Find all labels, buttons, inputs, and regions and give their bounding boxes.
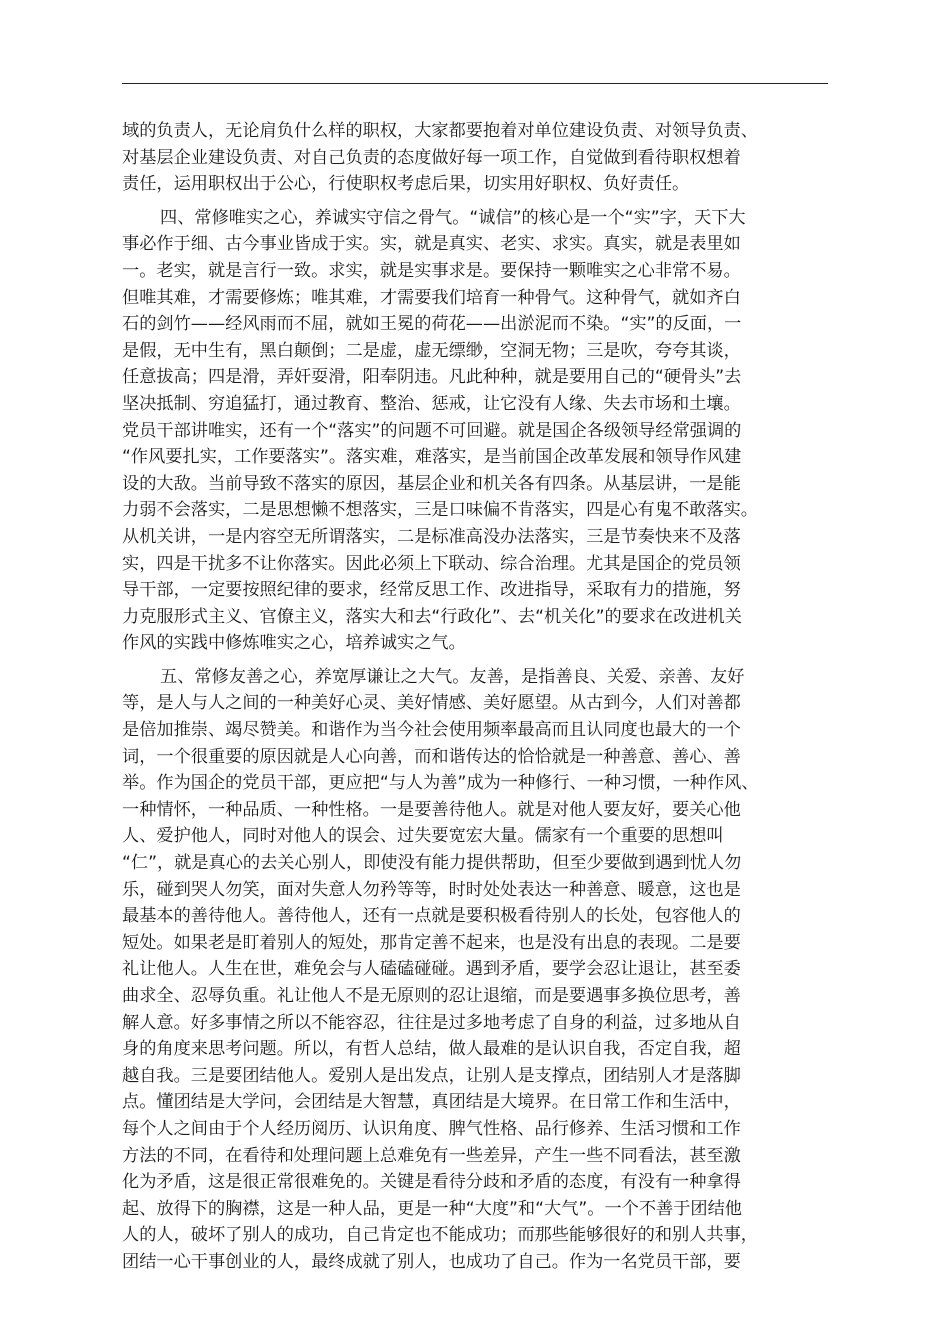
text-line: 四、常修唯实之心，养诚实守信之骨气。“诚信”的核心是一个“实”字，天下大 (160, 207, 746, 228)
paragraph-spacer (122, 657, 832, 664)
text-line: 石的剑竹——经风雨而不屈，就如王冕的荷花——出淤泥而不染。“实”的反面，一 (122, 314, 742, 335)
text-line: 是假，无中生有，黑白颠倒；二是虚，虚无缥缈，空洞无物；三是吹，夸夸其谈， (122, 340, 741, 361)
text-line: 对基层企业建设负责、对自己负责的态度做好每一项工作，自觉做到看待职权想着 (122, 147, 741, 168)
text-line: 点。懂团结是大学问，会团结是大智慧，真团结是大境界。在日常工作和生活中， (122, 1092, 741, 1113)
text-line: 力弱不会落实，二是思想懒不想落实，三是口味偏不肯落实，四是心有鬼不敢落实。 (122, 500, 758, 521)
text-line: 党员干部讲唯实，还有一个“落实”的问题不可回避。就是国企各级领导经常强调的 (122, 420, 742, 441)
text-line: 最基本的善待他人。善待他人，还有一点就是要积极看待别人的长处，包容他人的 (122, 906, 741, 927)
text-line: 举。作为国企的党员干部，更应把“与人为善”成为一种修行、一种习惯，一种作风、 (122, 773, 759, 794)
text-line: 等，是人与人之间的一种美好心灵、美好情感、美好愿望。从古到今，人们对善都 (122, 693, 741, 714)
text-line: 曲求全、忍辱负重。礼让他人不是无原则的忍让退缩，而是要遇事多换位思考，善 (122, 986, 741, 1006)
text-line: “仁”，就是真心的去关心别人，即使没有能力提供帮助，但至少要做到遇到忧人勿 (122, 853, 742, 874)
text-line: 导干部，一定要按照纪律的要求，经常反思工作、改进指导，采取有力的措施，努 (122, 580, 741, 601)
text-line: 起、放得下的胸襟，这是一种人品，更是一种“大度”和“大气”。一个不善于团结他 (122, 1198, 742, 1219)
text-line: 化为矛盾，这是很正常很难免的。关键是看待分歧和矛盾的态度，有没有一种拿得 (122, 1172, 741, 1193)
text-line: 域的负责人，无论肩负什么样的职权，大家都要抱着对单位建设负责、对领导负责、 (122, 121, 758, 141)
paragraph-continuation (122, 118, 832, 198)
text-line: 方法的不同，在看待和处理问题上总难免有一些差异，产生一些不同看法，甚至激 (122, 1145, 741, 1166)
text-line: 一。老实，就是言行一致。求实，就是实事求是。要保持一颗唯实之心非常不易。 (122, 260, 741, 281)
text-line: 团结一心干事创业的人，最终成就了别人，也成功了自己。作为一名党员干部，要 (122, 1251, 741, 1272)
text-line: 解人意。好多事情之所以不能容忍，往往是过多地考虑了自身的利益，过多地从自 (122, 1012, 741, 1033)
text-line: 作风的实践中修炼唯实之心，培养诚实之气。 (122, 633, 466, 654)
text-line: 每个人之间由于个人经历阅历、认识角度、脾气性格、品行修养、生活习惯和工作 (122, 1118, 741, 1139)
text-line: 一种情怀，一种品质、一种性格。一是要善待他人。就是对他人要友好，要关心他 (122, 799, 741, 820)
paragraph-spacer (122, 198, 832, 205)
text-line: 乐，碰到哭人勿笑，面对失意人勿矜等等，时时处处表达一种善意、暖意，这也是 (122, 879, 741, 900)
text-line: 责任，运用职权出于公心，行使职权考虑后果，切实用好职权、负好责任。 (122, 174, 690, 195)
text-line: 坚决抵制、穷追猛打，通过教育、整治、惩戒，让它没有人缘、失去市场和土壤。 (122, 393, 741, 414)
text-line: 从机关讲，一是内容空无所谓落实，二是标准高没办法落实，三是节奏快来不及落 (122, 526, 741, 547)
text-line: 人的人，破坏了别人的成功，自己肯定也不能成功；而那些能够很好的和别人共事， (122, 1225, 758, 1246)
text-line: 但唯其难，才需要修炼；唯其难，才需要我们培育一种骨气。这种骨气，就如齐白 (122, 287, 741, 308)
text-line: 词，一个很重要的原因就是人心向善，而和谐传达的恰恰就是一种善意、善心、善 (122, 746, 741, 767)
text-line: 身的角度来思考问题。所以，有哲人总结，做人最难的是认识自我，否定自我，超 (122, 1039, 741, 1060)
text-line: “作风要扎实，工作要落实”。落实难，难落实，是当前国企改革发展和领导作风建 (122, 447, 742, 468)
document-body (122, 118, 832, 1276)
text-line: 越自我。三是要团结他人。爱别人是出发点，让别人是支撑点，团结别人才是落脚 (122, 1065, 741, 1086)
text-line: 任意拔高；四是滑，弄奸耍滑，阳奉阴违。凡此种种，就是要用自己的“硬骨头”去 (122, 367, 742, 388)
text-line: 短处。如果老是盯着别人的短处，那肯定善不起来，也是没有出息的表现。二是要 (122, 932, 741, 953)
paragraph-section-four (122, 205, 832, 657)
text-line: 事必作于细、古今事业皆成于实。实，就是真实、老实、求实。真实，就是表里如 (122, 234, 741, 255)
text-line: 五、常修友善之心，养宽厚谦让之大气。友善，是指善良、关爱、亲善、友好 (160, 666, 745, 687)
text-line: 实，四是干扰多不让你落实。因此必须上下联动、综合治理。尤其是国企的党员领 (122, 553, 741, 574)
text-line: 力克服形式主义、官僚主义，落实大和去“行政化”、去“机关化”的要求在改进机关 (122, 606, 742, 627)
text-line: 人、爱护他人，同时对他人的误会、过失要宽宏大量。儒家有一个重要的思想叫 (122, 826, 724, 847)
text-line: 礼让他人。人生在世，难免会与人磕磕碰碰。遇到矛盾，要学会忍让退让，甚至委 (122, 959, 741, 980)
text-line: 设的大敌。当前导致不落实的原因，基层企业和机关各有四条。从基层讲，一是能 (122, 473, 741, 494)
paragraph-section-five (122, 664, 832, 1276)
header-rule (122, 83, 828, 84)
text-line: 是倍加推崇、竭尽赞美。和谐作为当今社会使用频率最高而且认同度也最大的一个 (122, 720, 741, 741)
